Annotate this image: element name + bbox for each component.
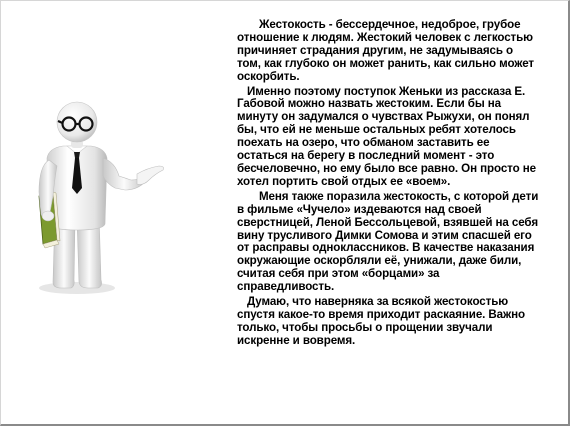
paragraph-conclusion: Думаю, что наверняка за всякой жестокостью спустя какое-то время приходит раскаяние. Важно только, чтобы просьбы о прощении звучали искренне и вовремя. bbox=[237, 295, 526, 347]
3d-man-presenting-with-book-icon bbox=[19, 96, 179, 296]
essay-text bbox=[237, 19, 539, 350]
paragraph-cruelty-definition: Жестокость - бессердечное, недоброе, грубое отношение к людям. Жестокий человек с легкостью причиняет страдания другим, не задумываясь о том, как глубоко он может ранить, как сильно может оскорбить. bbox=[237, 18, 535, 83]
paragraph-zhenka-story: Именно поэтому поступок Женьки из рассказа Е. Габовой можно назвать жестоким. Если бы на минуту он задумался о чувствах Рыжухи, он понял бы, что ей не меньше остальных ребят хотелось поехать на озеро, что обманом заставить ее остаться на берегу в последний момент - это бесчеловечно, но ему было все равно. Он просто не хотел портить свой отдых ее «воем». bbox=[237, 84, 536, 188]
paragraph-chuchelo-film: Меня также поразила жестокость, с которой дети в фильме «Чучело» издеваются над своей сверстницей, Леной Бессольцевой, взявшей на себя вину трусливого Димки Сомова и этим спасшей его от расправы одноклассников. В качестве наказания окружающие оскорбляли её, унижали, даже били, считая себя при этом «борцами» за справедливость. bbox=[237, 189, 539, 294]
presenter-figure bbox=[19, 96, 179, 296]
